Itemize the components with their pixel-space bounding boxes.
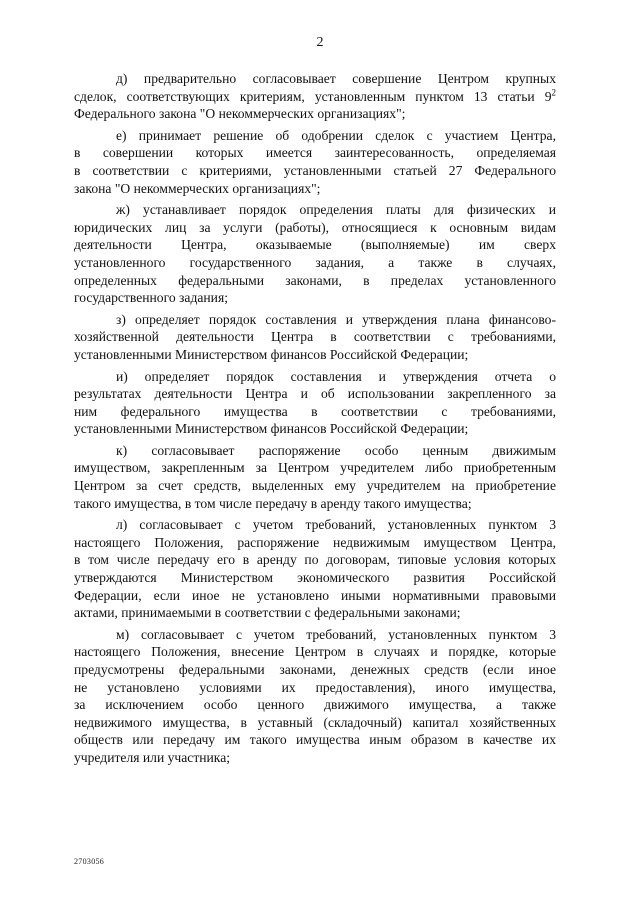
text-line: имуществом, закрепленным за Центром учредителем либо приобретенным — [74, 460, 556, 476]
text-line: Центром за счет средств, выделенных ему учредителем на приобретение — [74, 478, 556, 494]
text-line: м) согласовывает с учетом требований, установленных пунктом 3 — [116, 626, 556, 642]
paragraph-m — [74, 626, 556, 767]
text-line: установленными Министерством финансов Российской Федерации; — [74, 421, 469, 437]
text-line: е) принимает решение об одобрении сделок с участием Центра, — [116, 127, 556, 143]
text-line: д) предварительно согласовывает совершение Центром крупных — [116, 71, 556, 86]
paragraph-l — [74, 516, 556, 622]
superscript: 2 — [551, 87, 556, 98]
text-line: в соответствии с критериями, установленными статьей 27 Федерального — [74, 162, 556, 178]
text-line: в том числе передачу его в аренду по договорам, типовые условия которых — [74, 552, 556, 568]
text-line: л) согласовывает с учетом требований, установленных пунктом 3 — [116, 517, 556, 533]
text-line: к) согласовывает распоряжение особо ценным движимым — [116, 442, 556, 458]
text-line: сделок, соответствующих критериям, установленным пунктом 13 статьи $9^2$ — [74, 87, 556, 104]
paragraph-i — [74, 368, 556, 438]
text-line: предусмотрены федеральными законами, денежных средств (если иное — [74, 662, 556, 677]
text-line: закона "О некоммерческих организациях"; — [74, 180, 321, 196]
paragraph-d — [74, 70, 556, 123]
text-line: хозяйственной деятельности Центра в соответствии с требованиями, — [74, 329, 556, 345]
text-line: утверждаются Министерством экономического развития Российской — [74, 570, 556, 586]
page-number: 2 — [316, 35, 324, 50]
text-line: настоящего Положения, распоряжение недвижимым имуществом Центра, — [74, 534, 556, 550]
text-line: ним федерального имущества в соответствии с требованиями, — [74, 403, 556, 419]
document-body — [74, 70, 556, 771]
text-line: результатах деятельности Центра и об использовании закрепленного за — [74, 386, 556, 402]
text-line: обществ или передачу им такого имущества иным образом в качестве их — [74, 732, 556, 748]
text-line: государственного задания; — [74, 290, 228, 306]
text-line: настоящего Положения, внесение Центром в случаях и порядке, которые — [74, 644, 556, 660]
text-line: не установлено условиями их предоставления), иного имущества, — [74, 679, 556, 695]
text-line: з) определяет порядок составления и утверждения плана финансово- — [116, 311, 556, 327]
text-line: актами, принимаемыми в соответствии с федеральными законами; — [74, 605, 461, 621]
paragraph-e — [74, 127, 556, 197]
paragraph-k — [74, 442, 556, 512]
text-line: учредителя или участника; — [74, 749, 231, 765]
text-line: Федерального закона "О некоммерческих организациях"; — [74, 106, 406, 122]
text-line: за исключением особо ценного движимого имущества, а также — [74, 697, 556, 713]
text-line: такого имущества, в том числе передачу в аренду такого имущества; — [74, 495, 472, 511]
text-line: Федерации, если иное не установлено иными нормативными правовыми — [74, 587, 556, 603]
text-line: деятельности Центра, оказываемые (выполняемые) им сверх — [74, 237, 556, 253]
text-line: установленного государственного задания, а также в случаях, — [74, 254, 556, 270]
text-line: определенных федеральными законами, в пределах установленного — [74, 272, 556, 288]
text-line: недвижимого имущества, в уставный (складочный) капитал хозяйственных — [74, 714, 556, 730]
text-line: юридических лиц за услуги (работы), относящиеся к основным видам — [74, 219, 556, 235]
text-line: в совершении которых имеется заинтересованность, определяемая — [74, 145, 556, 161]
text-line: установленными Министерством финансов Российской Федерации; — [74, 346, 469, 362]
text-line: ж) устанавливает порядок определения платы для физических и — [116, 202, 556, 218]
document-code: 2703056 — [74, 857, 105, 866]
text-line: и) определяет порядок составления и утверждения отчета о — [116, 368, 556, 384]
paragraph-z — [74, 311, 556, 364]
paragraph-zh — [74, 201, 556, 307]
